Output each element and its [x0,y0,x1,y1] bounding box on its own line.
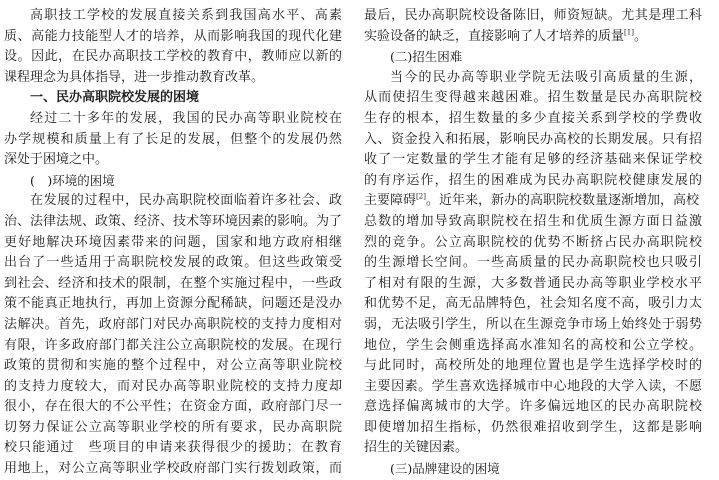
left-line [4,397,342,418]
line-text: 经过二十多年的发展，我国的民办高等职业院校在 [30,110,342,126]
right-line [364,6,702,27]
right-line [364,356,702,377]
line-text: 地位，学生会侧重选择高水准知名的高校和公立学校。 [364,337,702,353]
line-text: 切努力保证公立高等职业学校的所有要求，民办高职院 [4,419,342,435]
line-text: 当今的民办高等职业学院无法吸引高质量的生源， [390,69,702,85]
line-text: 最后，民办高职院校设备陈旧，师资短缺。尤其是理工科 [364,8,702,23]
left-line [4,233,342,254]
line-text: 法解决。首先，政府部门对民办高职院校的支持力度相对 [4,316,342,332]
line-text: 的支持力度较大，而对民办高等职业院校的支持力度却 [4,378,342,394]
citation-marker: [1] [624,28,634,37]
left-line [4,377,342,398]
left-line [4,212,342,233]
left-line [4,130,342,151]
line-text: 的有序运作，招生的困难成为民办高职院校健康发展的 [364,172,702,188]
left-line [4,356,342,377]
left-line [4,27,342,48]
line-text: ( )环境的困境 [30,172,115,188]
left-line [4,315,342,336]
right-line [364,212,702,233]
line-text: 深处于困境之中。 [4,152,109,168]
line-text: 意选择偏离城市的大学。许多偏远地区的民办高职院校 [364,399,702,415]
right-line [364,438,702,459]
right-subsection-heading [364,459,702,480]
line-text: 收了一定数量的学生才能有足够的经济基础来保证学校 [364,152,702,168]
right-line [364,130,702,151]
right-line [364,27,702,48]
line-text-tail: 。近年来，新办的高职院校数量逐渐增加，高校 [425,193,699,209]
right-line [364,315,702,336]
right-line [364,397,702,418]
left-line [4,294,342,315]
right-line [364,418,702,439]
left-section-heading [4,88,342,109]
line-text: 了相对有限的生源，大多数普通民办高等职业学校水平 [364,275,702,291]
left-line [4,6,342,27]
line-text: 更好地解决环境因素带来的问题，国家和地方政府相继 [4,234,342,250]
left-line [4,68,342,89]
left-line [4,109,342,130]
line-text: 弱，无法吸引学生，所以在生源竞争市场上始终处于弱势 [364,316,702,332]
line-text: 生存的根本，招生数量的多少直接关系到学校的学费收 [364,110,702,126]
left-line [4,253,342,274]
line-text: 出台了一些适用于高职院校发展的政策。但这些政策受 [4,255,342,271]
right-line [364,336,702,357]
line-text: (三)品牌建设的困境 [390,461,500,477]
line-text: 治、法律法规、政策、经济、技术等环境因素的影响。为了 [4,213,342,229]
line-text: 设。因此，在民办高职技工学校的教育中，教师应以新的 [4,49,342,65]
citation-marker: [2] [416,193,426,202]
right-line [364,377,702,398]
left-line [4,47,342,68]
right-line [364,171,702,192]
line-text: 质、高能力技能型人才的培养，从而影响我国的现代化建 [4,28,342,44]
left-column [4,6,342,480]
line-text: 烈的竞争。公立高职院校的优势不断挤占民办高职院校 [364,234,702,250]
line-text: 招生的关键因素。 [364,440,469,456]
line-text: 和优势不足，高无品牌特色，社会知名度不高，吸引力太 [364,296,702,312]
left-line [4,274,342,295]
line-text: 办学规模和质量上有了长足的发展，但整个的发展仍然 [4,131,342,147]
left-line [4,438,342,459]
right-column [364,6,702,480]
line-text: 很小，存在很大的不公平性；在资金方面，政府部门尽一 [4,399,342,415]
line-text: 实验设备的缺乏，直接影响了人才培养的质量 [364,28,625,44]
line-text: 与此同时，高校所处的地理位置也是学生选择学校时的 [364,358,702,374]
right-line [364,233,702,254]
line-text-tail: 。 [633,28,647,44]
line-text: 总数的增加导致高职院校在招生和优质生源方面日益激 [364,213,702,229]
line-text: 到社会、经济和技术的限制，在整个实施过程中，一些政 [4,275,342,291]
line-text: 政策的贯彻和实施的整个过程中，对公立高等职业院校 [4,358,342,374]
left-line [4,191,342,212]
right-line [364,150,702,171]
line-text: 一、民办高职院校发展的困境 [30,90,200,106]
line-text: 高职技工学校的发展直接关系到我国高水平、高素 [30,8,342,23]
right-line [364,191,702,212]
right-line [364,68,702,89]
line-text: 有限，许多政府部门都关注公立高职院校的发展。在现行 [4,337,342,353]
line-text: 主要障碍 [364,193,417,209]
line-text: 主要因素。学生喜欢选择城市中心地段的大学入读，不愿 [364,378,702,394]
right-line [364,253,702,274]
line-text: 策不能真正地执行，再加上资源分配稀缺，问题还是没办 [4,296,342,312]
line-text: 课程理念为具体指导，进一步推动教育改革。 [4,69,265,85]
line-text: 在发展的过程中，民办高职院校面临着许多社会、政 [30,193,342,209]
right-line [364,274,702,295]
left-line [4,418,342,439]
line-text: 从而使招生变得越来越困难。招生数量是民办高职院校 [364,90,702,106]
right-line [364,109,702,130]
line-text: 校只能通过 些项目的申请来获得很少的援助；在教育 [4,440,342,456]
right-line [364,294,702,315]
line-text: 用地上，对公立高等职业学校政府部门实行拨划政策，而 [4,461,342,477]
line-text: (二)招生困难 [390,49,463,65]
line-text: 入、资金投入和拓展，影响民办高校的长期发展。只有招 [364,131,702,147]
left-line [4,336,342,357]
right-subsection-heading [364,47,702,68]
left-subsection-heading [4,171,342,192]
left-line [4,150,342,171]
right-line [364,88,702,109]
line-text: 即使增加招生指标，仍然很难招收到学生，这都是影响 [364,419,702,435]
line-text: 的生源增长空间。一些高质量的民办高职院校也只吸引 [364,255,702,271]
left-line [4,459,342,480]
